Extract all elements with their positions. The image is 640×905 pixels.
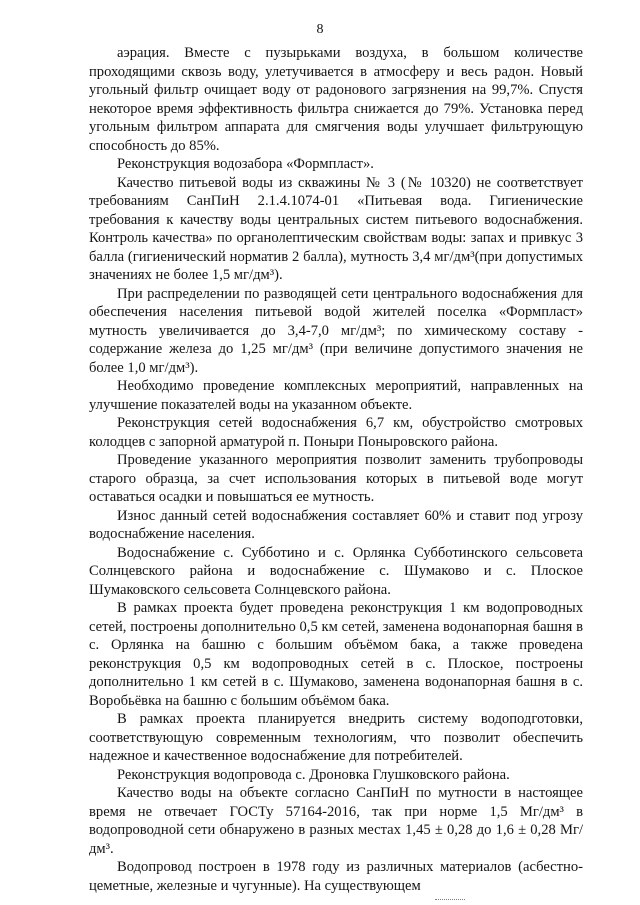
document-body <box>89 44 583 895</box>
para-treatment-system: В рамках проекта планируется внедрить систему водоподготовки, соответствующую современным технологиям, что позволит обеспечить надежное и качественное водоснабжение для потребителей. <box>89 711 583 764</box>
scan-mark <box>435 899 465 900</box>
para-built-1978: Водопровод построен в 1978 году из различных материалов (асбестно-цеметные, железные и чугунные). На существующем <box>89 859 583 894</box>
para-well-quality: Качество питьевой воды из скважины № 3 (№ 10320) не соответствует требованиям СанПиН 2.1.4.1074-01 «Питьевая вода. Гигиенические требования к качеству воды центральных систем питьевого водоснабжения. Контроль качества» по органолептическим свойствам воды: запах и привкус 3 балла (гигиенический норматив 2 балла), мутность 3,4 мг/дм³(при допустимых значениях не более 1,5 мг/дм³). <box>89 174 583 283</box>
heading-subbotino: Водоснабжение с. Субботино и с. Орлянка Субботинского сельсовета Солнцевского района и водоснабжение с. Шумаково и с. Плоское Шумаковского сельсовета Солнцевского района. <box>89 544 583 598</box>
heading-formplast: Реконструкция водозабора «Формпласт». <box>117 156 374 172</box>
para-gost: Качество воды на объекте согласно СанПиН по мутности в настоящее время не отвечает ГОСТу 57164-2016, так при норме 1,5 Мг/дм³ в водопроводной сети обнаружено в разных местах 1,45 ± 0,28 до 1,6 ± 0,28 Мг/дм³. <box>89 785 583 857</box>
para-pipelines: Проведение указанного мероприятия позволит заменить трубопроводы старого образца, за счет использования которых в питьевой воде могут оставаться осадки и повышаться ее мутность. <box>89 452 583 505</box>
page-number: 8 <box>316 22 324 37</box>
heading-dronovka: Реконструкция водопровода с. Дроновка Глушковского района. <box>117 766 510 783</box>
para-measures: Необходимо проведение комплексных мероприятий, направленных на улучшение показателей воды на указанном объекте. <box>89 378 583 413</box>
para-aeration: аэрация. Вместе с пузырьками воздуха, в большом количестве проходящими сквозь воду, улетучивается в атмосферу и весь радон. Новый угольный фильтр очищает воду от радонового загрязнения на 99,7%. Спустя некоторое время эффективность фильтра снижается до 79%. Установка перед угольным фильтром аппарата для смягчения воды улучшает фильтрующую способность до 85%. <box>89 45 583 154</box>
para-distribution: При распределении по разводящей сети центрального водоснабжения для обеспечения населения питьевой водой жителей поселка «Формпласт» мутность увеличивается до 3,4-7,0 мг/дм³; по химическому составу - содержание железа до 1,25 мг/дм³ (при величине допустимого значения не более 1,0 мг/дм³). <box>89 285 583 376</box>
para-wear: Износ данный сетей водоснабжения составляет 60% и ставит под угрозу водоснабжение населения. <box>89 507 583 542</box>
heading-ponyri: Реконструкция сетей водоснабжения 6,7 км, обустройство смотровых колодцев с запорной арматурой п. Поныри Поныровского района. <box>89 415 583 450</box>
para-project-scope: В рамках проекта будет проведена реконструкция 1 км водопроводных сетей, построены дополнительно 0,5 км сетей, заменена водонапорная башня в с. Орлянка на башню с большим объёмом бака, а также проведена реконструкция 0,5 км водопроводных сетей в с. Плоское, построены дополнительно 1 км сетей в с. Шумаково, заменена водонапорная башня в с. Воробьёвка на башню с большим объёмом бака. <box>89 600 583 709</box>
